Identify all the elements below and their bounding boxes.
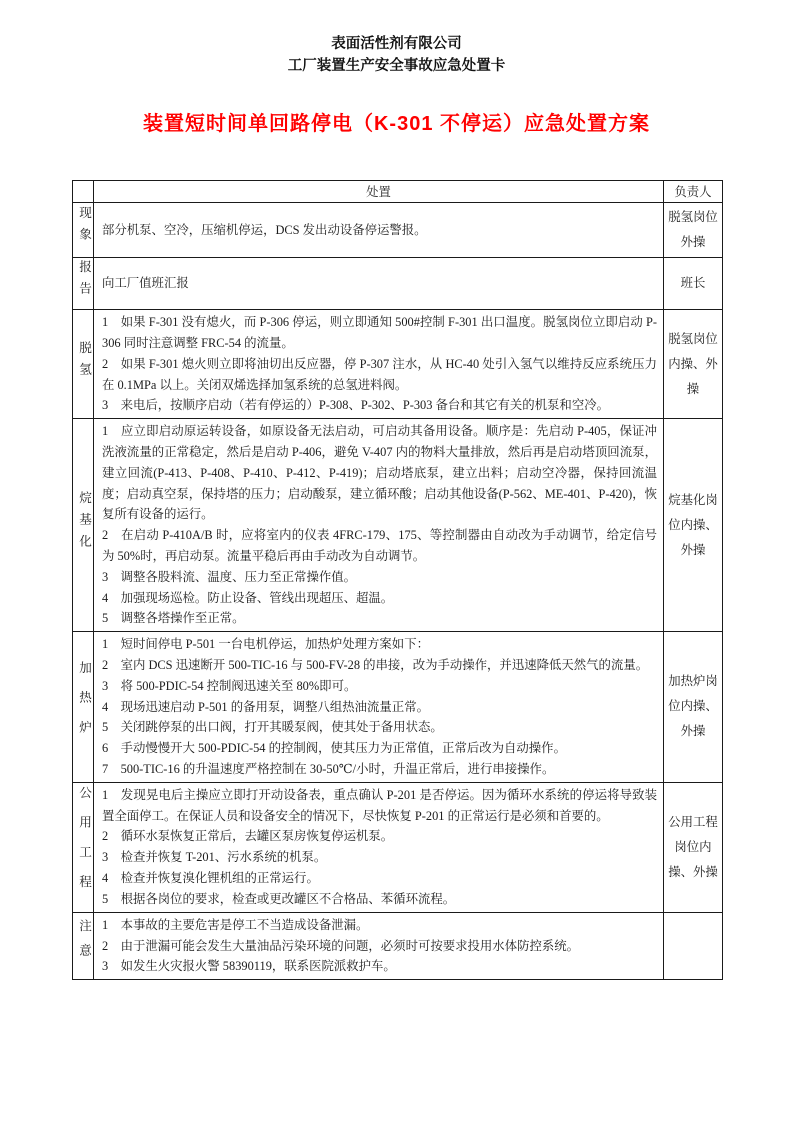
content-line: 1 本事故的主要危害是停工不当造成设备泄漏。 <box>102 917 369 932</box>
row-label-cell <box>73 258 94 310</box>
row-content-cell <box>94 310 664 419</box>
content-line: 3 将 500-PDIC-54 控制阀迅速关至 80%即可。 <box>102 678 357 693</box>
row-label: 公用工程 <box>77 786 91 905</box>
row-label-cell <box>73 310 94 419</box>
content-line: 2 在启动 P-410A/B 时，应将室内的仪表 4FRC-179、175、等控制器由自动改为手动调节，给定信号为 50%时，再启动泵。流量平稳后再由手动改为自动调节。 <box>102 528 657 563</box>
document-header <box>0 0 793 77</box>
row-label: 注意 <box>77 919 91 969</box>
content-line: 3 调整各股料流、温度、压力至正常操作值。 <box>102 569 357 584</box>
row-label: 烷基化 <box>77 490 91 556</box>
row-label: 报告 <box>77 260 91 304</box>
content-line: 1 应立即启动原运转设备，如原设备无法启动，可启动其备用设备。顺序是：先启动 P-405，保证冲洗液流量的正常稳定，然后是启动 P-406，避免 V-407 内的物料大量排放，然后再是启动塔顶回流泵，建立回流(P-413、P-408、P-410、P-412、P-419)；启动塔底泵，建立出料；启动空冷器，保持回流温度；启动真空泵，保持塔的压力；启动酸泵，建立循环酸；启动其他设备(P-562、ME-401、P-420)，恢复所有设备的运行。 <box>102 424 657 522</box>
content-line: 3 来电后，按顺序启动（若有停运的）P-308、P-302、P-303 备台和其它有关的机泵和空冷。 <box>102 398 609 413</box>
table-row-heating-furnace <box>73 632 723 783</box>
row-label-cell <box>73 419 94 632</box>
content-line: 1 如果 F-301 没有熄火，而 P-306 停运，则立即通知 500#控制 F-301 出口温度。脱氢岗位立即启动 P-306 同时注意调整 FRC-54 的流量。 <box>102 315 657 350</box>
content-line: 2 如果 F-301 熄火则立即将油切出反应器，停 P-307 注水，从 HC-40 处引入氢气以维持反应系统压力在 0.1MPa 以上。关闭双烯选择加氢系统的总氢进料阀。 <box>102 356 657 392</box>
content-line: 6 手动慢慢开大 500-PDIC-54 的控制阀，使其压力为正常值，正常后改为自动操作。 <box>102 741 566 756</box>
row-responsible-cell: 脱氢岗位内操、外操 <box>664 310 723 419</box>
row-responsible-cell: 公用工程岗位内操、外操 <box>664 782 723 912</box>
row-label-cell <box>73 632 94 783</box>
document-subtitle: 工厂装置生产安全事故应急处置卡 <box>287 58 506 74</box>
content-line: 4 现场迅速启动 P-501 的备用泵，调整八组热油流量正常。 <box>102 699 429 714</box>
content-line: 1 发现晃电后主操应立即打开动设备表，重点确认 P-201 是否停运。因为循环水系统的停运将导致装置全面停工。在保证人员和设备安全的情况下，尽快恢复 P-201 的正常运行是必须和首要的。 <box>102 787 657 823</box>
table-row-utilities <box>73 782 723 912</box>
content-line: 4 检查并恢复溴化锂机组的正常运行。 <box>102 871 319 886</box>
table-row-phenomenon <box>73 203 723 258</box>
header-responsible-cell: 负责人 <box>664 181 723 203</box>
content-line: 部分机泵、空冷，压缩机停运，DCS 发出动设备停运警报。 <box>102 222 427 237</box>
page-title: 装置短时间单回路停电（K-301 不停运）应急处置方案 <box>142 113 651 135</box>
row-content-cell <box>94 419 664 632</box>
table-row-dehydrogenation <box>73 310 723 419</box>
row-label-cell <box>73 782 94 912</box>
row-label: 现象 <box>77 206 91 250</box>
row-label-cell <box>73 912 94 979</box>
row-label: 脱氢 <box>77 340 91 384</box>
content-line: 5 关闭跳停泵的出口阀，打开其暖泵阀，使其处于备用状态。 <box>102 720 443 735</box>
content-line: 3 如发生火灾报火警 58390119，联系医院派救护车。 <box>102 959 396 974</box>
content-line: 3 检查并恢复 T-201、污水系统的机泵。 <box>102 850 327 865</box>
content-line: 2 循环水泵恢复正常后，去罐区泵房恢复停运机泵。 <box>102 829 394 844</box>
emergency-response-table <box>72 180 723 980</box>
row-responsible-cell <box>664 912 723 979</box>
row-content-cell <box>94 782 664 912</box>
content-line: 2 室内 DCS 迅速断开 500-TIC-16 与 500-FV-28 的串接，改为手动操作，并迅速降低天然气的流量。 <box>102 657 649 672</box>
row-label: 加热炉 <box>77 660 91 750</box>
table-row-alkylation <box>73 419 723 632</box>
row-responsible-cell: 脱氢岗位外操 <box>664 203 723 258</box>
company-name: 表面活性剂有限公司 <box>331 36 462 52</box>
row-content-cell <box>94 632 664 783</box>
row-content-cell <box>94 203 664 258</box>
content-line: 5 调整各塔操作至正常。 <box>102 611 245 626</box>
content-line: 2 由于泄漏可能会发生大量油品污染环境的问题，必须时可按要求投用水体防控系统。 <box>102 938 580 953</box>
row-responsible-cell: 班长 <box>664 258 723 310</box>
header-empty-cell <box>73 181 94 203</box>
header-disposal-cell: 处置 <box>94 181 664 203</box>
row-content-cell <box>94 912 664 979</box>
content-line: 1 短时间停电 P-501 一台电机停运，加热炉处理方案如下： <box>102 637 429 652</box>
table-row-cautions <box>73 912 723 979</box>
table-row-report <box>73 258 723 310</box>
content-line: 5 根据各岗位的要求，检查或更改罐区不合格品、苯循环流程。 <box>102 891 456 906</box>
row-label-cell <box>73 203 94 258</box>
content-line: 向工厂值班汇报 <box>102 276 189 291</box>
row-content-cell <box>94 258 664 310</box>
content-line: 4 加强现场巡检。防止设备、管线出现超压、超温。 <box>102 590 394 605</box>
row-responsible-cell: 加热炉岗位内操、外操 <box>664 632 723 783</box>
table-header-row <box>73 181 723 203</box>
content-line: 7 500-TIC-16 的升温速度严格控制在 30-50℃/小时，升温正常后，进行串接操作。 <box>102 761 555 776</box>
row-responsible-cell: 烷基化岗位内操、外操 <box>664 419 723 632</box>
